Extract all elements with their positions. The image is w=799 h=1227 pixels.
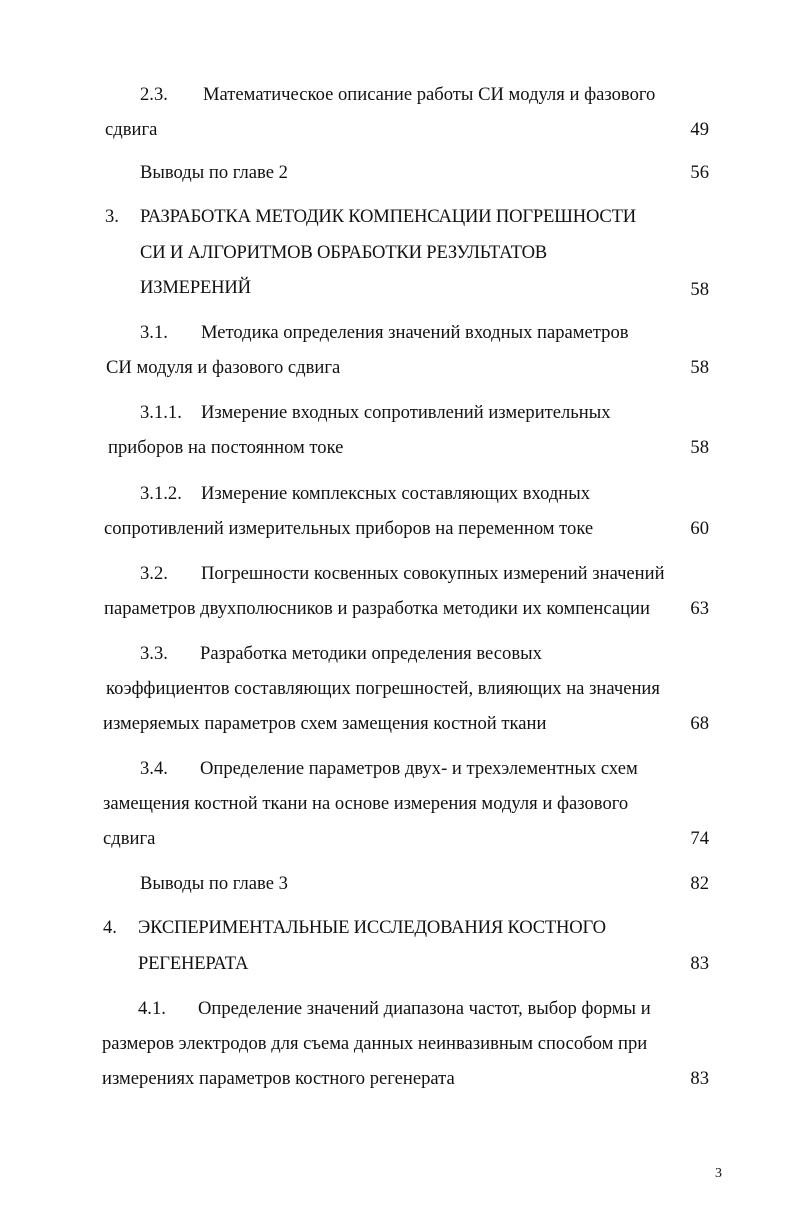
entry-page-number: 83 (690, 1068, 709, 1089)
entry-title-line: приборов на постоянном токе (108, 437, 344, 458)
entry-number: 4. (103, 917, 117, 938)
entry-title-line: замещения костной ткани на основе измерения модуля и фазового (103, 793, 629, 814)
entry-title-line: сдвига (105, 119, 158, 140)
entry-number: 4.1. (138, 998, 166, 1019)
entry-number: 3.2. (140, 563, 168, 584)
entry-title-line: Математическое описание работы СИ модуля и фазового (203, 84, 656, 105)
entry-number: 3.1. (140, 322, 168, 343)
entry-title-line: Измерение комплексных составляющих входных (201, 483, 591, 504)
entry-page-number: 74 (690, 828, 709, 849)
entry-title-line: Выводы по главе 3 (140, 873, 288, 894)
entry-number: 3.4. (140, 758, 168, 779)
entry-title-line: измеряемых параметров схем замещения костной ткани (103, 713, 547, 734)
entry-title-line: Определение параметров двух- и трехэлементных схем (200, 758, 638, 779)
entry-title-line: Определение значений диапазона частот, выбор формы и (198, 998, 651, 1019)
entry-title-line: ЭКСПЕРИМЕНТАЛЬНЫЕ ИССЛЕДОВАНИЯ КОСТНОГО (138, 917, 606, 938)
entry-title-line: РАЗРАБОТКА МЕТОДИК КОМПЕНСАЦИИ ПОГРЕШНОСТИ (140, 206, 636, 227)
entry-title-line: ИЗМЕРЕНИЙ (140, 277, 251, 298)
entry-page-number: 83 (690, 953, 709, 974)
entry-title-line: Измерение входных сопротивлений измерительных (201, 402, 611, 423)
entry-page-number: 68 (690, 713, 709, 734)
entry-page-number: 49 (690, 119, 709, 140)
entry-title-line: размеров электродов для съема данных неинвазивным способом при (102, 1033, 648, 1054)
entry-page-number: 58 (690, 279, 709, 300)
entry-page-number: 58 (690, 437, 709, 458)
entry-title-line: Выводы по главе 2 (140, 162, 288, 183)
entry-number: 3. (105, 206, 119, 227)
entry-number: 3.1.1. (140, 402, 182, 423)
entry-page-number: 63 (690, 598, 709, 619)
entry-title-line: Методика определения значений входных параметров (201, 322, 629, 343)
entry-title-line: Разработка методики определения весовых (200, 643, 542, 664)
entry-title-line: измерениях параметров костного регенерата (102, 1068, 455, 1089)
entry-page-number: 58 (690, 357, 709, 378)
entry-title-line: сдвига (103, 828, 156, 849)
entry-page-number: 82 (690, 873, 709, 894)
entry-title-line: параметров двухполюсников и разработка методики их компенсации (104, 598, 650, 619)
entry-title-line: коэффициентов составляющих погрешностей, влияющих на значения (106, 678, 660, 699)
page-number-footer: 3 (715, 1166, 722, 1181)
entry-page-number: 60 (690, 518, 709, 539)
entry-title-line: сопротивлений измерительных приборов на переменном токе (104, 518, 594, 539)
entry-title-line: Погрешности косвенных совокупных измерений значений (201, 563, 665, 584)
entry-title-line: СИ И АЛГОРИТМОВ ОБРАБОТКИ РЕЗУЛЬТАТОВ (140, 242, 548, 263)
entry-title-line: РЕГЕНЕРАТА (138, 953, 249, 974)
entry-number: 2.3. (140, 84, 168, 105)
entry-page-number: 56 (690, 162, 709, 183)
entry-number: 3.3. (140, 643, 168, 664)
entry-title-line: СИ модуля и фазового сдвига (106, 357, 341, 378)
entry-number: 3.1.2. (140, 483, 182, 504)
